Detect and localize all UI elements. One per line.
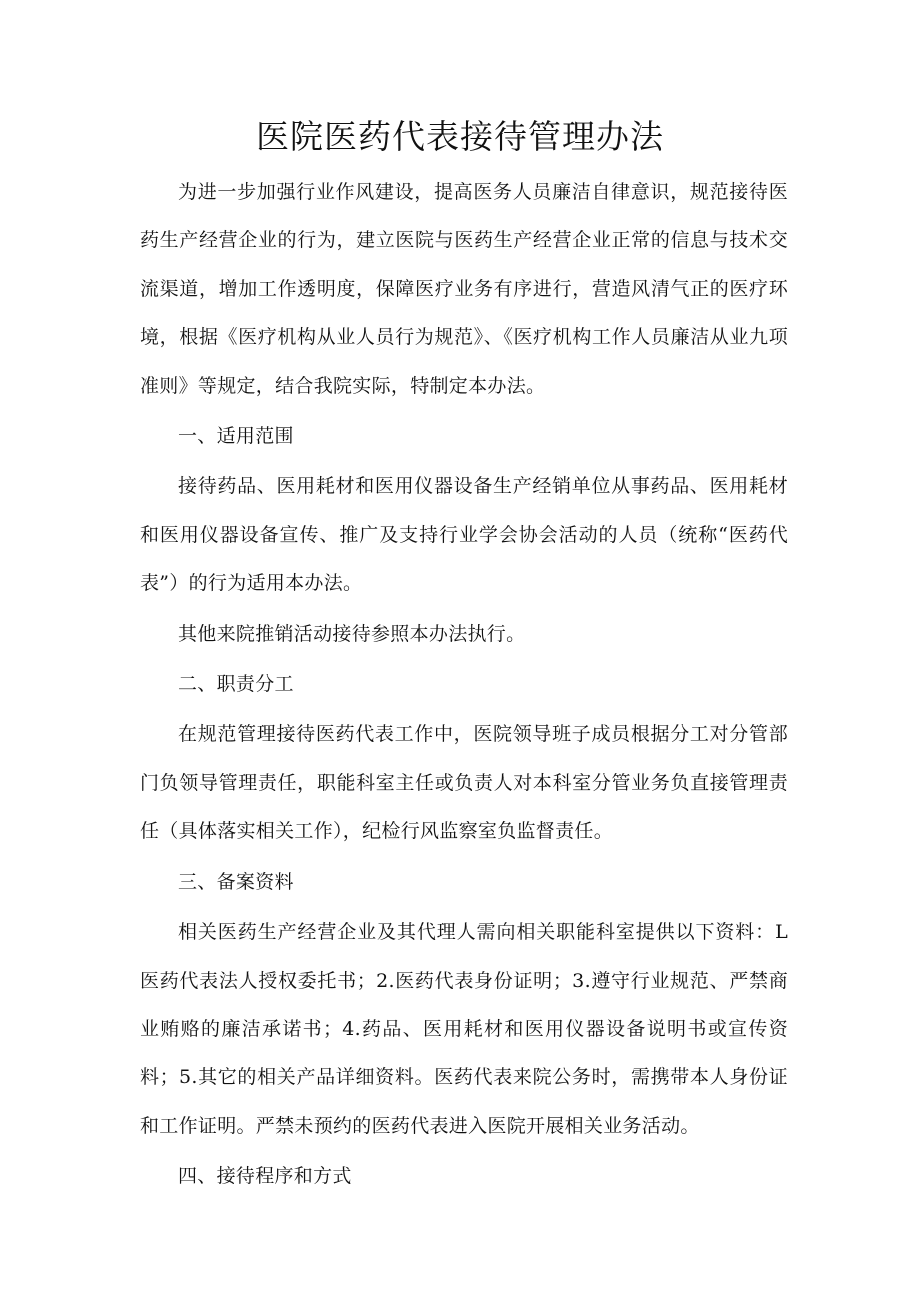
section-heading-scope: 一、适用范围: [178, 425, 294, 448]
scope-note-paragraph: 其他来院推销活动接待参照本办法执行。: [178, 622, 526, 645]
scope-paragraph: 接待药品、医用耗材和医用仪器设备生产经销单位从事药品、医用耗材和医用仪器设备宣传、推广及支持行业学会协会活动的人员（统称“医药代表”）的行为适用本办法。: [140, 475, 788, 595]
document-body: [140, 168, 788, 1201]
responsibilities-paragraph: 在规范管理接待医药代表工作中，医院领导班子成员根据分工对分管部门负领导管理责任，职能科室主任或负责人对本科室分管业务负直接管理责任（具体落实相关工作），纪检行风监察室负监督责任。: [140, 723, 788, 843]
section-heading-filing-materials: 三、备案资料: [178, 870, 294, 893]
section-heading-responsibilities: 二、职责分工: [178, 673, 294, 696]
document-title: 医院医药代表接待管理办法: [256, 117, 664, 156]
section-heading-reception-procedure: 四、接待程序和方式: [178, 1165, 352, 1188]
filing-materials-paragraph: 相关医药生产经营企业及其代理人需向相关职能科室提供以下资料：L医药代表法人授权委托书；2.医药代表身份证明；3.遵守行业规范、严禁商业贿赂的廉洁承诺书；4.药品、医用耗材和医用仪器设备说明书或宣传资料；5.其它的相关产品详细资料。医药代表来院公务时，需携带本人身份证和工作证明。严禁未预约的医药代表进入医院开展相关业务活动。: [140, 921, 788, 1137]
intro-paragraph: 为进一步加强行业作风建设，提高医务人员廉洁自律意识，规范接待医药生产经营企业的行为，建立医院与医药生产经营企业正常的信息与技术交流渠道，增加工作透明度，保障医疗业务有序进行，营造风清气正的医疗环境，根据《医疗机构从业人员行为规范》、《医疗机构工作人员廉洁从业九项准则》等规定，结合我院实际，特制定本办法。: [140, 181, 788, 397]
